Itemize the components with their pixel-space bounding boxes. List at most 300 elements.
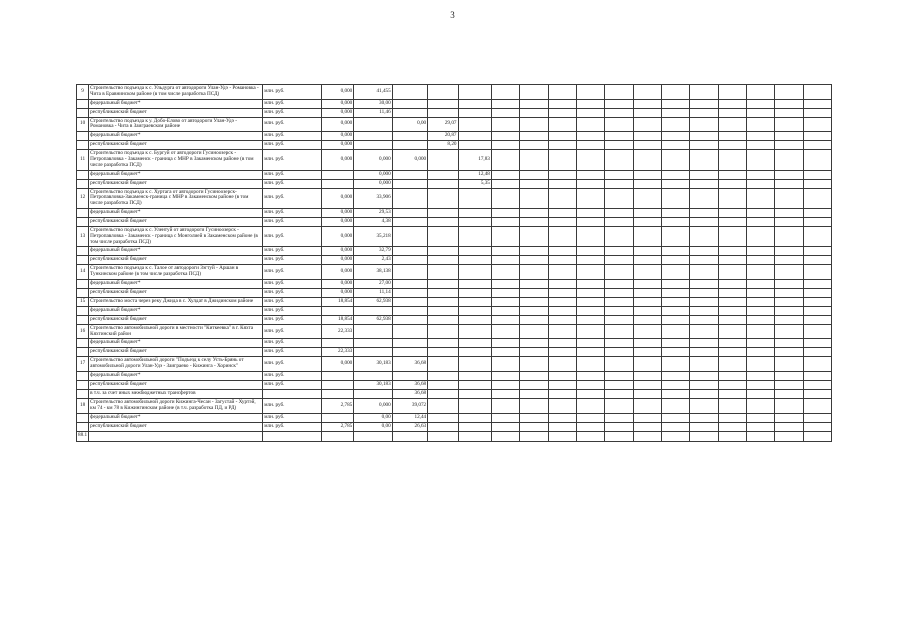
table-row-item [77, 150, 832, 170]
value-cell [746, 380, 774, 389]
value-cell [520, 256, 548, 265]
value-cell [428, 99, 458, 108]
row-description: республиканский бюджет [89, 315, 263, 324]
value-cell [746, 422, 774, 431]
value-cell [548, 170, 576, 179]
value-cell [576, 279, 604, 288]
value-cell [746, 99, 774, 108]
value-cell [428, 265, 458, 280]
value-cell [491, 150, 519, 170]
value-cell [690, 413, 718, 422]
table-row-sub [77, 179, 832, 188]
row-number: 13 [77, 226, 89, 246]
value-cell [458, 256, 491, 265]
value-cell [775, 324, 803, 339]
row-number [77, 256, 89, 265]
table-row-sub [77, 315, 832, 324]
value-cell: 0,000 [321, 141, 353, 150]
value-cell: 22,333 [321, 324, 353, 339]
value-cell [633, 348, 661, 357]
value-cell [520, 179, 548, 188]
value-cell [718, 380, 746, 389]
value-cell: 30,183 [354, 357, 392, 372]
value-cell [491, 389, 519, 398]
row-number [77, 132, 89, 141]
value-cell [803, 315, 832, 324]
value-cell [661, 132, 689, 141]
table-row-sub [77, 348, 832, 357]
value-cell [548, 265, 576, 280]
value-cell [428, 339, 458, 348]
value-cell: 20,87 [428, 132, 458, 141]
value-cell [633, 108, 661, 117]
value-cell [428, 324, 458, 339]
value-cell [718, 85, 746, 100]
value-cell [491, 306, 519, 315]
value-cell [491, 357, 519, 372]
value-cell [548, 279, 576, 288]
value-cell [520, 357, 548, 372]
value-cell [633, 389, 661, 398]
value-cell [690, 99, 718, 108]
value-cell: 0,000 [321, 208, 353, 217]
value-cell [775, 288, 803, 297]
value-cell: 0,00 [354, 422, 392, 431]
value-cell [661, 226, 689, 246]
row-description: республиканский бюджет [89, 422, 263, 431]
row-description: республиканский бюджет [89, 108, 263, 117]
value-cell [576, 188, 604, 208]
value-cell [520, 150, 548, 170]
value-cell [718, 371, 746, 380]
value-cell: 18,854 [321, 315, 353, 324]
value-cell [690, 324, 718, 339]
value-cell [746, 371, 774, 380]
value-cell [605, 170, 633, 179]
row-unit: млн. руб. [263, 117, 322, 132]
value-cell [491, 288, 519, 297]
row-number: 10 [77, 117, 89, 132]
value-cell [718, 324, 746, 339]
value-cell [775, 208, 803, 217]
value-cell [354, 306, 392, 315]
value-cell [548, 256, 576, 265]
value-cell [321, 306, 353, 315]
value-cell [491, 141, 519, 150]
value-cell [690, 217, 718, 226]
value-cell [775, 315, 803, 324]
value-cell [428, 188, 458, 208]
value-cell [605, 265, 633, 280]
value-cell [775, 357, 803, 372]
value-cell [458, 315, 491, 324]
value-cell [633, 170, 661, 179]
value-cell [803, 247, 832, 256]
value-cell: 0,000 [321, 108, 353, 117]
table-body [77, 85, 832, 442]
value-cell [428, 170, 458, 179]
value-cell [746, 85, 774, 100]
value-cell [718, 279, 746, 288]
value-cell [491, 297, 519, 306]
value-cell [428, 85, 458, 100]
value-cell [458, 288, 491, 297]
value-cell [718, 315, 746, 324]
value-cell [746, 217, 774, 226]
row-unit: млн. руб. [263, 188, 322, 208]
value-cell [775, 150, 803, 170]
value-cell [690, 297, 718, 306]
value-cell: 30,183 [354, 380, 392, 389]
value-cell [491, 279, 519, 288]
value-cell [775, 226, 803, 246]
value-cell [491, 247, 519, 256]
value-cell [576, 150, 604, 170]
value-cell [491, 431, 519, 441]
value-cell [746, 188, 774, 208]
value-cell [392, 208, 427, 217]
value-cell [458, 297, 491, 306]
row-description: республиканский бюджет [89, 217, 263, 226]
value-cell [548, 339, 576, 348]
value-cell [803, 265, 832, 280]
value-cell [775, 179, 803, 188]
value-cell [458, 208, 491, 217]
value-cell: 0,00 [392, 117, 427, 132]
value-cell [690, 256, 718, 265]
row-unit: млн. руб. [263, 297, 322, 306]
value-cell [690, 431, 718, 441]
row-number: 14 [77, 265, 89, 280]
value-cell [661, 348, 689, 357]
value-cell [491, 256, 519, 265]
value-cell [605, 315, 633, 324]
value-cell [803, 398, 832, 413]
value-cell [633, 208, 661, 217]
row-unit: млн. руб. [263, 279, 322, 288]
value-cell [718, 297, 746, 306]
row-unit: млн. руб. [263, 217, 322, 226]
value-cell [520, 208, 548, 217]
value-cell [775, 306, 803, 315]
value-cell: 0,000 [354, 170, 392, 179]
value-cell [605, 357, 633, 372]
value-cell [718, 357, 746, 372]
value-cell [321, 380, 353, 389]
value-cell [661, 315, 689, 324]
value-cell [548, 324, 576, 339]
value-cell [718, 256, 746, 265]
value-cell [605, 398, 633, 413]
value-cell [491, 398, 519, 413]
value-cell [803, 208, 832, 217]
value-cell [690, 389, 718, 398]
value-cell: 0,00 [354, 413, 392, 422]
value-cell [458, 431, 491, 441]
row-number [77, 371, 89, 380]
value-cell [803, 288, 832, 297]
value-cell [775, 279, 803, 288]
value-cell: 62,938 [354, 297, 392, 306]
value-cell: 26,63 [392, 422, 427, 431]
value-cell: 36,68 [392, 357, 427, 372]
value-cell [746, 324, 774, 339]
value-cell [392, 85, 427, 100]
value-cell [428, 247, 458, 256]
value-cell [428, 348, 458, 357]
value-cell [520, 297, 548, 306]
value-cell [576, 324, 604, 339]
value-cell [803, 188, 832, 208]
value-cell [718, 99, 746, 108]
row-number: 15 [77, 297, 89, 306]
value-cell [458, 265, 491, 280]
value-cell [520, 117, 548, 132]
value-cell [576, 85, 604, 100]
value-cell [428, 413, 458, 422]
value-cell [576, 170, 604, 179]
value-cell [633, 413, 661, 422]
value-cell [605, 324, 633, 339]
value-cell [633, 306, 661, 315]
value-cell [661, 170, 689, 179]
value-cell [775, 348, 803, 357]
value-cell [392, 179, 427, 188]
value-cell [392, 188, 427, 208]
value-cell [576, 256, 604, 265]
value-cell [661, 217, 689, 226]
value-cell [690, 85, 718, 100]
value-cell [548, 247, 576, 256]
table-row-sub [77, 389, 832, 398]
value-cell [576, 288, 604, 297]
value-cell [605, 85, 633, 100]
value-cell [520, 380, 548, 389]
value-cell [491, 179, 519, 188]
row-unit: млн. руб. [263, 150, 322, 170]
value-cell [392, 288, 427, 297]
value-cell [605, 247, 633, 256]
value-cell [491, 108, 519, 117]
value-cell [803, 431, 832, 441]
value-cell [775, 371, 803, 380]
value-cell [354, 132, 392, 141]
row-number [77, 179, 89, 188]
row-unit: млн. руб. [263, 108, 322, 117]
value-cell [520, 141, 548, 150]
value-cell [392, 265, 427, 280]
value-cell [633, 141, 661, 150]
value-cell [661, 179, 689, 188]
table-row-item [77, 265, 832, 280]
value-cell [633, 179, 661, 188]
value-cell [520, 398, 548, 413]
table-row-item [77, 117, 832, 132]
value-cell [548, 431, 576, 441]
value-cell [605, 108, 633, 117]
value-cell [491, 170, 519, 179]
value-cell [718, 398, 746, 413]
value-cell [690, 208, 718, 217]
value-cell [718, 208, 746, 217]
table-row-sub [77, 132, 832, 141]
value-cell [775, 132, 803, 141]
value-cell [746, 306, 774, 315]
value-cell [392, 256, 427, 265]
table-row-sub [77, 422, 832, 431]
value-cell [633, 431, 661, 441]
value-cell [803, 226, 832, 246]
table-row-sub [77, 217, 832, 226]
value-cell [548, 371, 576, 380]
value-cell [458, 132, 491, 141]
row-unit: млн. руб. [263, 208, 322, 217]
value-cell [520, 315, 548, 324]
value-cell [548, 99, 576, 108]
row-number [77, 217, 89, 226]
value-cell: 0,000 [321, 217, 353, 226]
value-cell [775, 389, 803, 398]
value-cell [803, 132, 832, 141]
value-cell [548, 288, 576, 297]
value-cell [354, 339, 392, 348]
value-cell: 36,68 [392, 380, 427, 389]
value-cell [392, 170, 427, 179]
row-unit: млн. руб. [263, 247, 322, 256]
row-number: 11 [77, 150, 89, 170]
value-cell [661, 150, 689, 170]
row-description: Строительство подъезда к у. Добо-Елово от автодороги Улан-Удэ - Романовка - Чита в Заиграевском районе [89, 117, 263, 132]
value-cell [746, 208, 774, 217]
value-cell [576, 208, 604, 217]
value-cell [354, 431, 392, 441]
row-unit: млн. руб. [263, 324, 322, 339]
row-description: республиканский бюджет [89, 380, 263, 389]
value-cell [548, 389, 576, 398]
value-cell [718, 141, 746, 150]
value-cell: 0,000 [321, 188, 353, 208]
value-cell [661, 279, 689, 288]
value-cell [458, 141, 491, 150]
value-cell [803, 179, 832, 188]
value-cell [775, 256, 803, 265]
value-cell: 12,48 [458, 170, 491, 179]
value-cell [690, 422, 718, 431]
value-cell [746, 431, 774, 441]
value-cell [491, 371, 519, 380]
value-cell [548, 380, 576, 389]
value-cell [690, 179, 718, 188]
row-unit: млн. руб. [263, 132, 322, 141]
value-cell [718, 132, 746, 141]
value-cell [458, 389, 491, 398]
value-cell [458, 339, 491, 348]
value-cell [520, 348, 548, 357]
value-cell [548, 150, 576, 170]
value-cell [775, 217, 803, 226]
table-row-item [77, 297, 832, 306]
value-cell [576, 380, 604, 389]
value-cell [520, 371, 548, 380]
row-description: федеральный бюджет* [89, 371, 263, 380]
value-cell [576, 297, 604, 306]
value-cell [605, 132, 633, 141]
value-cell [775, 117, 803, 132]
value-cell [661, 324, 689, 339]
value-cell: 0,000 [321, 132, 353, 141]
value-cell [803, 339, 832, 348]
value-cell [458, 247, 491, 256]
value-cell [661, 413, 689, 422]
value-cell: 0,000 [392, 150, 427, 170]
value-cell [661, 389, 689, 398]
row-number [77, 279, 89, 288]
value-cell [520, 422, 548, 431]
value-cell [548, 132, 576, 141]
value-cell [746, 117, 774, 132]
budget-table [76, 84, 832, 442]
value-cell [576, 431, 604, 441]
value-cell [746, 170, 774, 179]
value-cell [520, 265, 548, 280]
value-cell [520, 324, 548, 339]
value-cell [803, 413, 832, 422]
value-cell [491, 132, 519, 141]
value-cell [803, 422, 832, 431]
value-cell: 0,000 [354, 398, 392, 413]
row-unit: млн. руб. [263, 339, 322, 348]
value-cell: 29,07 [428, 117, 458, 132]
value-cell [718, 265, 746, 280]
value-cell [548, 217, 576, 226]
value-cell: 18,854 [321, 297, 353, 306]
value-cell [661, 247, 689, 256]
row-unit: млн. руб. [263, 179, 322, 188]
row-unit: млн. руб. [263, 315, 322, 324]
value-cell: 11,14 [354, 288, 392, 297]
row-unit: млн. руб. [263, 371, 322, 380]
value-cell [690, 371, 718, 380]
value-cell [428, 288, 458, 297]
value-cell [428, 150, 458, 170]
value-cell: 36,68 [392, 389, 427, 398]
row-unit [263, 389, 322, 398]
row-unit: млн. руб. [263, 422, 322, 431]
table-row-sub [77, 208, 832, 217]
value-cell [775, 99, 803, 108]
value-cell [605, 117, 633, 132]
value-cell [491, 380, 519, 389]
row-number [77, 422, 89, 431]
value-cell [605, 208, 633, 217]
table-row-item [77, 85, 832, 100]
value-cell [690, 398, 718, 413]
value-cell [633, 339, 661, 348]
row-unit: млн. руб. [263, 306, 322, 315]
value-cell [458, 413, 491, 422]
value-cell: 2,785 [321, 398, 353, 413]
value-cell [661, 431, 689, 441]
row-description: республиканский бюджет [89, 288, 263, 297]
value-cell [803, 170, 832, 179]
table-row-item [77, 398, 832, 413]
value-cell [548, 422, 576, 431]
value-cell [605, 297, 633, 306]
row-description: федеральный бюджет* [89, 413, 263, 422]
value-cell [690, 150, 718, 170]
value-cell [576, 389, 604, 398]
value-cell [520, 188, 548, 208]
